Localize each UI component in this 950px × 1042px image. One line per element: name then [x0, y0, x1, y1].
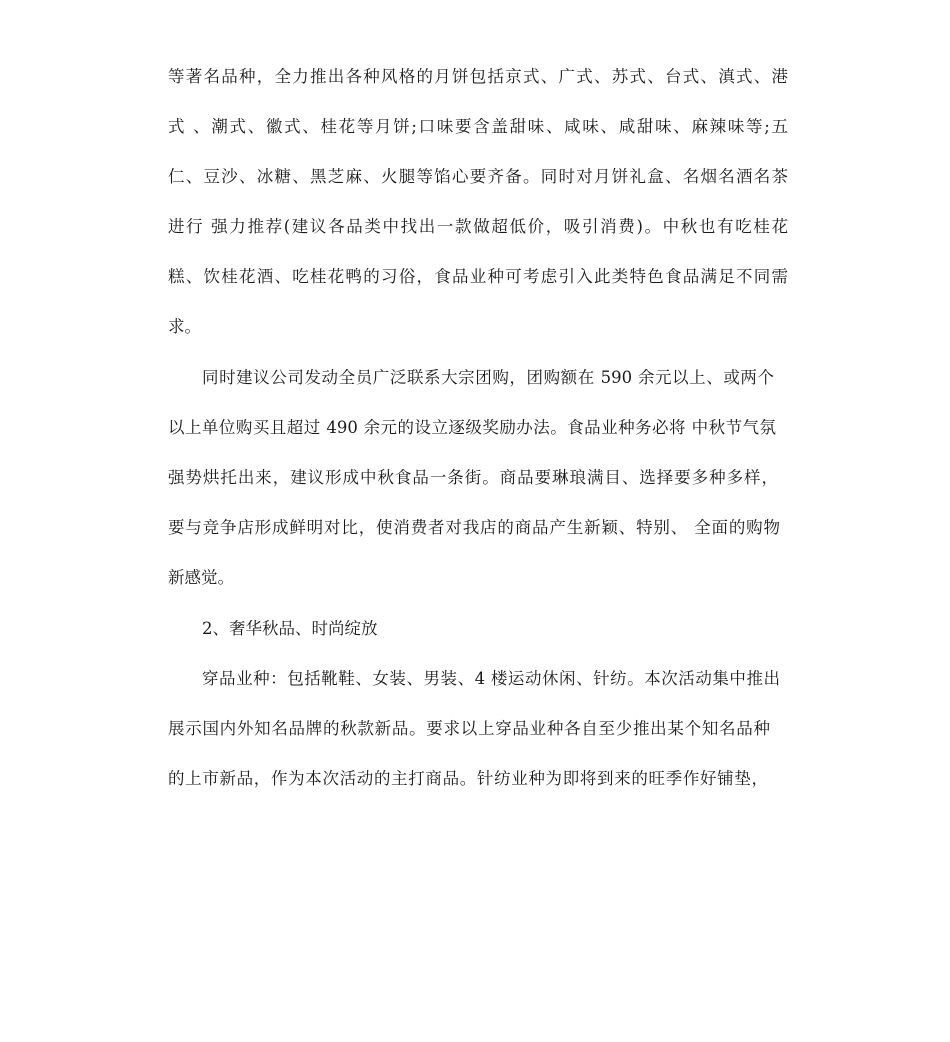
section-heading: 2、奢华秋品、时尚绽放	[202, 619, 378, 638]
text-line: 进行 强力推荐(建议各品类中找出一款做超低价，吸引消费)。中秋也有吃桂花	[168, 217, 788, 236]
text-line: 糕、饮桂花酒、吃桂花鸭的习俗，食品业种可考虑引入此类特色食品满足不同需	[168, 267, 788, 286]
paragraph-first-line: 同时建议公司发动全员广泛联系大宗团购，团购额在 590 余元以上、或两个	[202, 368, 774, 387]
text-line: 以上单位购买且超过 490 余元的设立逐级奖励办法。食品业种务必将 中秋节气氛	[168, 418, 776, 437]
text-line: 式 、潮式、徽式、桂花等月饼;口味要含盖甜味、咸味、咸甜味、麻辣味等;五	[168, 117, 788, 136]
text-line: 求。	[168, 317, 201, 336]
text-line: 要与竞争店形成鲜明对比，使消费者对我店的商品产生新颖、特别、 全面的购物	[168, 518, 780, 537]
text-line: 等著名品种，全力推出各种风格的月饼包括京式、广式、苏式、台式、滇式、港	[168, 67, 788, 86]
text-line: 的上市新品，作为本次活动的主打商品。针纺业种为即将到来的旺季作好铺垫，	[168, 769, 768, 788]
text-line: 新感觉。	[168, 568, 234, 587]
text-line: 展示国内外知名品牌的秋款新品。要求以上穿品业种各自至少推出某个知名品种	[168, 719, 770, 738]
text-line: 强势烘托出来，建议形成中秋食品一条街。商品要琳琅满目、选择要多种多样，	[168, 468, 778, 487]
paragraph-first-line: 穿品业种：包括靴鞋、女装、男装、4 楼运动休闲、针纺。本次活动集中推出	[202, 669, 780, 688]
text-line: 仁、豆沙、冰糖、黑芝麻、火腿等馅心要齐备。同时对月饼礼盒、名烟名酒名茶	[168, 167, 788, 186]
